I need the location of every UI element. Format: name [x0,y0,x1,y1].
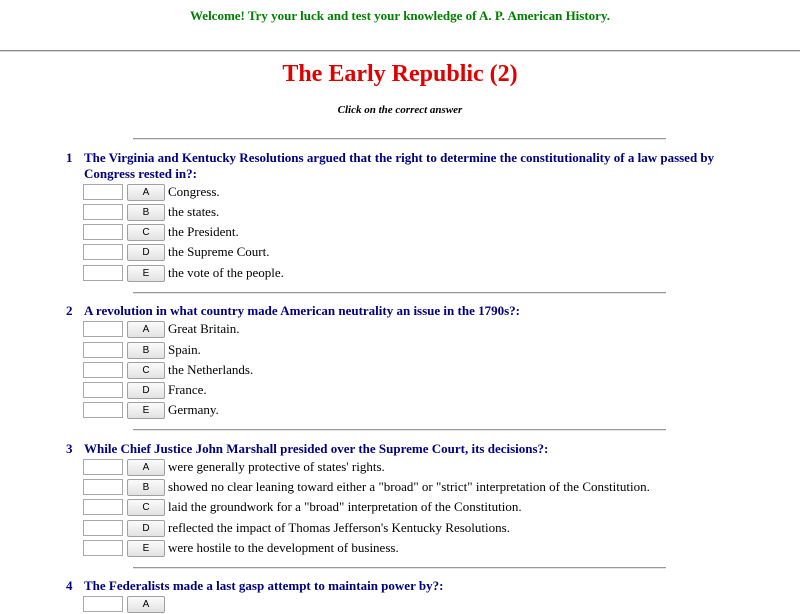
question-number: 3 [66,441,73,456]
answer-result-field [83,244,123,260]
answer-text: the vote of the people. [168,265,284,280]
answer-result-field [83,596,123,612]
welcome-banner: Welcome! Try your luck and test your knowledge of A. P. American History. [190,8,610,23]
answer-result-field [83,479,123,495]
answer-button-c[interactable]: C [127,224,165,241]
question-divider [133,567,666,569]
answer-button-b[interactable]: B [127,204,165,221]
page-title: The Early Republic (2) [282,61,518,87]
answer-result-field [83,499,123,515]
question-divider [133,429,666,431]
answer-text: Great Britain. [168,321,240,336]
instruction-text: Click on the correct answer [337,104,463,116]
question-divider [133,138,666,140]
answer-result-field [83,382,123,398]
answer-result-field [83,540,123,556]
answer-button-d[interactable]: D [127,244,165,261]
answer-text: were generally protective of states' rights. [168,459,385,474]
answer-text: Congress. [168,184,220,199]
answer-text: were hostile to the development of business. [168,540,399,555]
question-text: A revolution in what country made American neutrality an issue in the 1790s?: [84,303,520,318]
answer-button-e[interactable]: E [127,402,165,419]
answer-text: the Netherlands. [168,362,254,377]
question-number: 1 [66,150,73,165]
answer-text: reflected the impact of Thomas Jefferson's Kentucky Resolutions. [168,520,510,535]
answer-button-c[interactable]: C [127,499,165,516]
question-text: The Virginia and Kentucky Resolutions argued that the right to determine the constitutionality of a law passed by Congress rested in?: [84,150,715,181]
answer-result-field [83,520,123,536]
answer-text: Spain. [168,342,201,357]
question-number: 4 [66,578,73,593]
question-text: The Federalists made a last gasp attempt to maintain power by?: [84,578,444,593]
answer-button-a[interactable]: A [127,596,165,613]
answer-button-b[interactable]: B [127,479,165,496]
answer-result-field [83,362,123,378]
answer-button-c[interactable]: C [127,362,165,379]
answer-result-field [83,184,123,200]
answer-button-e[interactable]: E [127,265,165,282]
answer-button-a[interactable]: A [127,321,165,338]
answer-result-field [83,224,123,240]
answer-button-a[interactable]: A [127,184,165,201]
answer-text: the states. [168,204,220,219]
answer-text: France. [168,382,207,397]
answer-result-field [83,402,123,418]
answer-text: the President. [168,224,239,239]
answer-button-b[interactable]: B [127,342,165,359]
answer-result-field [83,321,123,337]
answer-result-field [83,204,123,220]
answer-text: showed no clear leaning toward either a "broad" or "strict" interpretation of the Constitution. [168,479,650,494]
answer-result-field [83,342,123,358]
answer-result-field [83,265,123,281]
question-number: 2 [66,303,73,318]
answer-text: laid the groundwork for a "broad" interpretation of the Constitution. [168,499,522,514]
answer-text: Germany. [168,402,219,417]
question-divider [133,292,666,294]
answer-result-field [83,459,123,475]
top-divider [0,50,800,52]
answer-button-d[interactable]: D [127,382,165,399]
answer-button-a[interactable]: A [127,459,165,476]
answer-button-d[interactable]: D [127,520,165,537]
answer-button-e[interactable]: E [127,540,165,557]
answer-text: the Supreme Court. [168,244,270,259]
question-text: While Chief Justice John Marshall presided over the Supreme Court, its decisions?: [84,441,549,456]
